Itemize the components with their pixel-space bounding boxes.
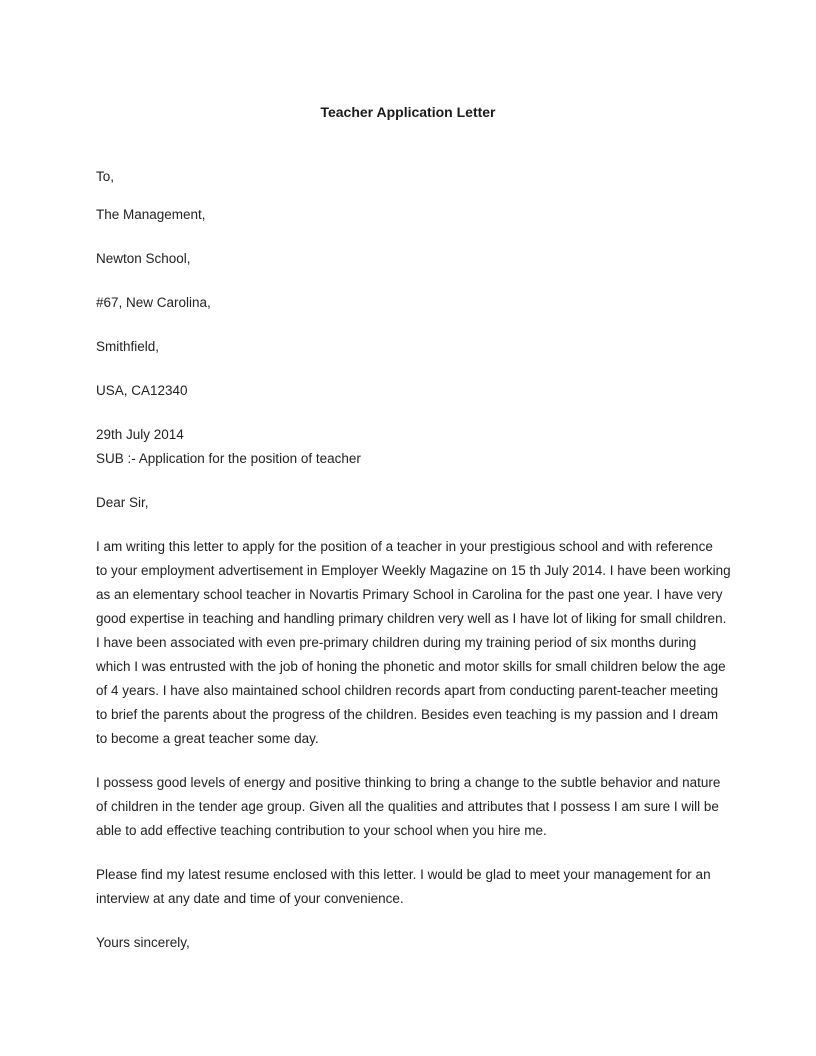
paragraph-line: to brief the parents about the progress of the children. Besides even teaching is my passion and I dream	[96, 707, 719, 722]
paragraph-line: to become a great teacher some day.	[96, 731, 319, 746]
paragraph-line: as an elementary school teacher in Novartis Primary School in Carolina for the past one year. I have very	[96, 587, 723, 602]
date-line: 29th July 2014	[96, 427, 184, 442]
paragraph-line: which I was entrusted with the job of honing the phonetic and motor skills for small children below the age	[96, 659, 726, 674]
paragraph-line: able to add effective teaching contribution to your school when you hire me.	[96, 823, 547, 838]
letter-title: Teacher Application Letter	[320, 104, 496, 120]
street-line: #67, New Carolina,	[96, 295, 211, 310]
paragraph-line: of children in the tender age group. Given all the qualities and attributes that I possess I am sure I will be	[96, 799, 719, 814]
paragraph-line: to your employment advertisement in Employer Weekly Magazine on 15 th July 2014. I have been working	[96, 563, 731, 578]
paragraph-line: I possess good levels of energy and positive thinking to bring a change to the subtle behavior and nature	[96, 775, 721, 790]
country-line: USA, CA12340	[96, 383, 188, 398]
city-line: Smithfield,	[96, 339, 160, 354]
to-line: To,	[96, 169, 115, 184]
paragraph-line: Please find my latest resume enclosed with this letter. I would be glad to meet your management for an	[96, 867, 711, 882]
subject-line: SUB :- Application for the position of teacher	[96, 451, 361, 466]
paragraph-line: I am writing this letter to apply for the position of a teacher in your prestigious school and with reference	[96, 539, 713, 554]
paragraph-line: good expertise in teaching and handling primary children very well as I have lot of liking for small children.	[96, 611, 727, 626]
recipient-line: The Management,	[96, 207, 206, 222]
school-line: Newton School,	[96, 251, 191, 266]
closing-line: Yours sincerely,	[96, 935, 190, 950]
body-paragraph-1	[96, 535, 736, 751]
paragraph-line: interview at any date and time of your convenience.	[96, 891, 404, 906]
body-paragraph-2	[96, 771, 736, 843]
salutation-line: Dear Sir,	[96, 495, 149, 510]
paragraph-line: of 4 years. I have also maintained school children records apart from conducting parent-teacher meeting	[96, 683, 719, 698]
paragraph-line: I have been associated with even pre-primary children during my training period of six months during	[96, 635, 697, 650]
body-paragraph-3	[96, 863, 736, 911]
